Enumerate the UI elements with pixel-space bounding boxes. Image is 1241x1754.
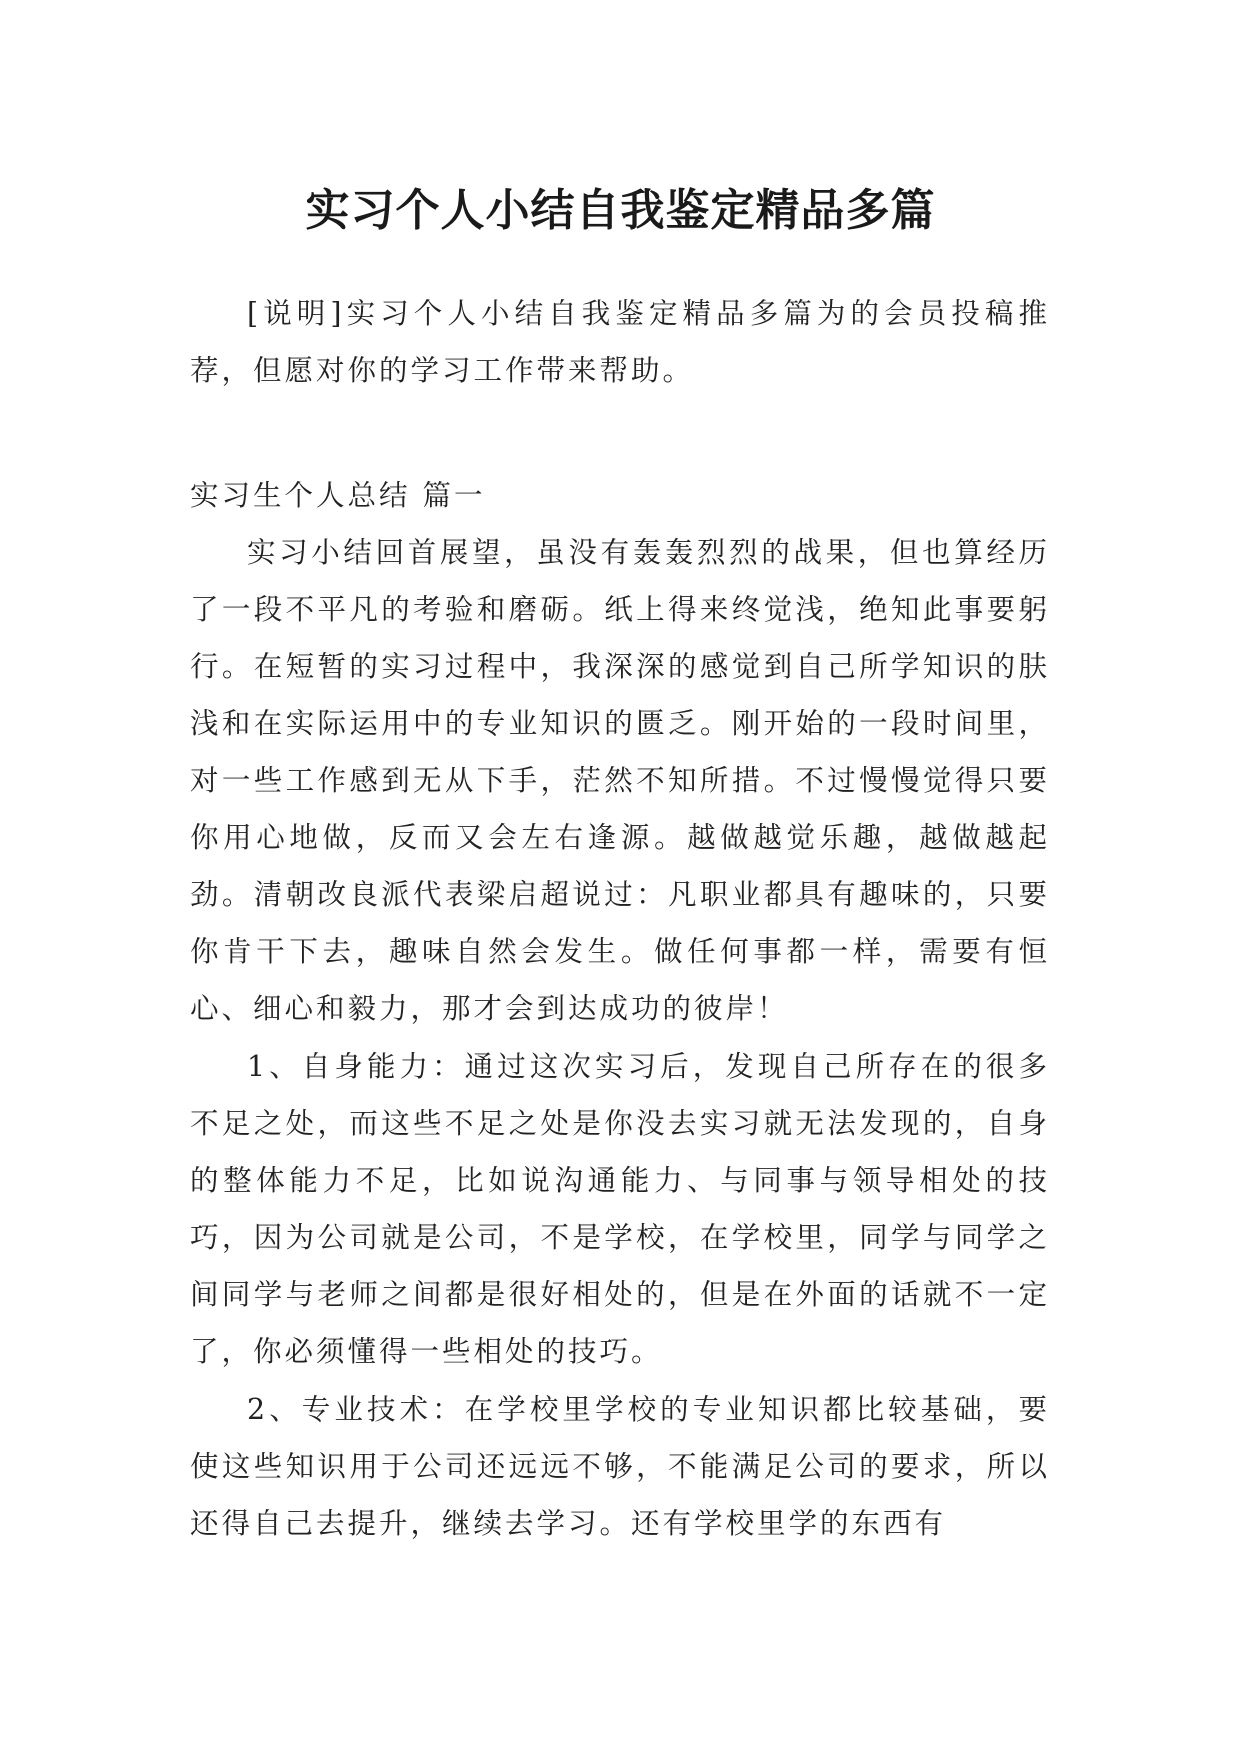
document-note: [说明]实习个人小结自我鉴定精品多篇为的会员投稿推荐，但愿对你的学习工作带来帮助。 bbox=[190, 297, 1050, 387]
body-paragraph: 1、自身能力：通过这次实习后，发现自己所存在的很多不足之处，而这些不足之处是你没去实习就无法发现的，自身的整体能力不足，比如说沟通能力、与同事与领导相处的技巧，因为公司就是公司，不是学校，在学校里，同学与同学之间同学与老师之间都是很好相处的，但是在外面的话就不一定了，你必须懂得一些相处的技巧。 bbox=[190, 1050, 1050, 1368]
body-paragraph: 实习小结回首展望，虽没有轰轰烈烈的战果，但也算经历了一段不平凡的考验和磨砺。纸上得来终觉浅，绝知此事要躬行。在短暂的实习过程中，我深深的感觉到自己所学知识的肤浅和在实际运用中的专业知识的匮乏。刚开始的一段时间里，对一些工作感到无从下手，茫然不知所措。不过慢慢觉得只要你用心地做，反而又会左右逢源。越做越觉乐趣，越做越起劲。清朝改良派代表梁启超说过：凡职业都具有趣味的，只要你肯干下去，趣味自然会发生。做任何事都一样，需要有恒心、细心和毅力，那才会到达成功的彼岸！ bbox=[190, 536, 1050, 1025]
body-paragraph: 2、专业技术：在学校里学校的专业知识都比较基础，要使这些知识用于公司还远远不够，不能满足公司的要求，所以还得自己去提升，继续去学习。还有学校里学的东西有 bbox=[190, 1393, 1050, 1540]
document-title: 实习个人小结自我鉴定精品多篇 bbox=[305, 185, 936, 237]
section-heading: 实习生个人总结 篇一 bbox=[190, 479, 486, 512]
